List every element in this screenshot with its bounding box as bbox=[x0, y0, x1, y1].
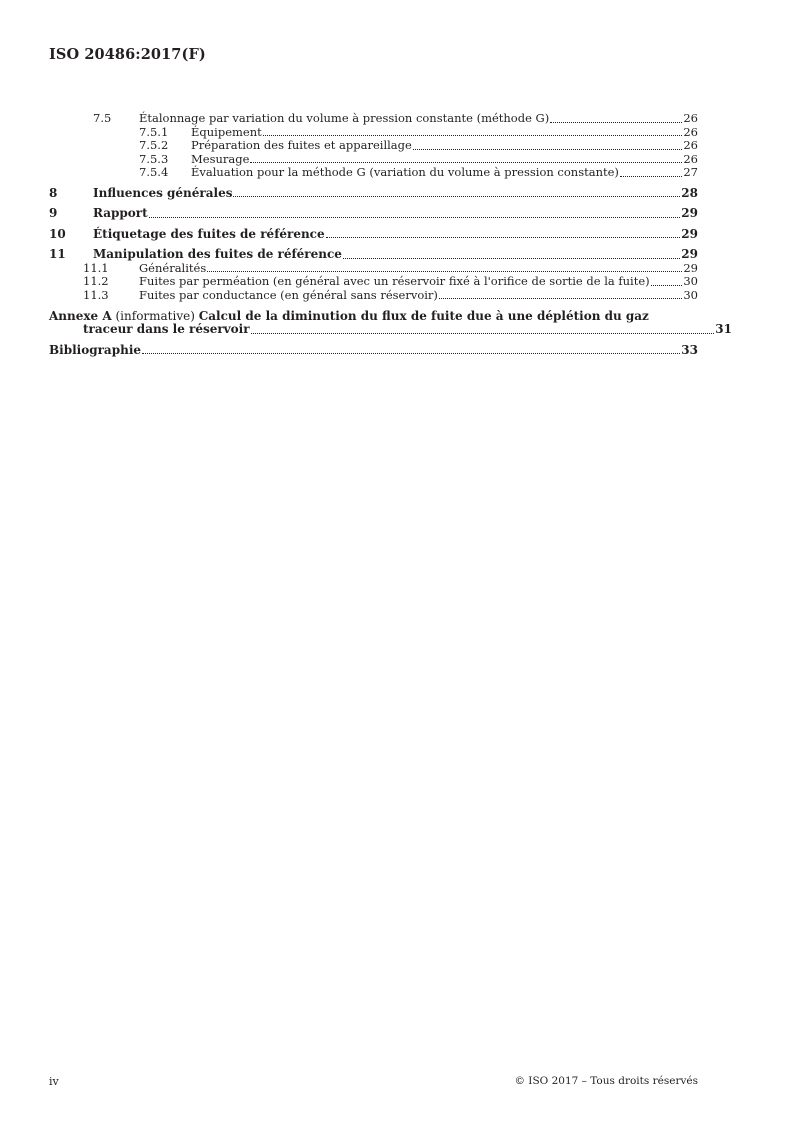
toc-leader bbox=[250, 162, 682, 163]
annex-qualifier: (informative) bbox=[115, 309, 195, 323]
toc-leader bbox=[413, 149, 683, 150]
toc-entry-8[interactable] bbox=[49, 187, 698, 201]
toc-number: 7.5.3 bbox=[139, 151, 169, 166]
toc-number: 11.3 bbox=[83, 287, 109, 302]
toc-leader bbox=[550, 122, 682, 123]
toc-title: Fuites par perméation (en général avec un réservoir fixé à l'orifice de sortie de la fuite) bbox=[139, 274, 650, 288]
toc-number: 11 bbox=[49, 247, 66, 261]
toc-page: 28 bbox=[681, 185, 698, 200]
toc-leader bbox=[263, 135, 683, 136]
toc-leader bbox=[326, 237, 681, 238]
toc-leader bbox=[142, 353, 680, 354]
toc-number: 10 bbox=[49, 226, 66, 241]
annex-first-line bbox=[49, 309, 698, 323]
toc-page: 26 bbox=[683, 151, 698, 166]
toc-page: 30 bbox=[683, 287, 698, 302]
toc-entry-11-3[interactable] bbox=[49, 289, 698, 303]
toc-number: 11.1 bbox=[83, 260, 109, 275]
toc-leader bbox=[439, 298, 682, 299]
toc-number: 8 bbox=[49, 185, 58, 200]
toc-page: 29 bbox=[681, 206, 698, 220]
toc-entry-11-2[interactable] bbox=[49, 275, 698, 289]
toc-page: 33 bbox=[681, 342, 698, 357]
toc-title: Généralités bbox=[139, 260, 207, 275]
annex-label: Annexe A bbox=[49, 309, 112, 323]
toc-leader bbox=[149, 217, 681, 218]
toc-entry-10[interactable] bbox=[49, 228, 698, 242]
toc-title: Équipement bbox=[191, 124, 262, 139]
toc-leader bbox=[207, 271, 682, 272]
document-title: ISO 20486:2017(F) bbox=[49, 46, 206, 63]
toc-entry-7-5-4[interactable] bbox=[49, 166, 698, 180]
toc-title: Influences générales bbox=[93, 185, 233, 200]
toc-page: 27 bbox=[683, 165, 698, 179]
toc-entry-annex-a[interactable] bbox=[49, 309, 732, 337]
toc-leader bbox=[343, 258, 680, 259]
toc-entry-11-1[interactable] bbox=[49, 262, 698, 276]
toc-page: 29 bbox=[683, 260, 698, 275]
annex-title-line2: traceur dans le réservoir bbox=[83, 322, 250, 336]
toc-leader bbox=[233, 196, 680, 197]
toc-page: 31 bbox=[715, 322, 732, 336]
annex-second-line bbox=[49, 323, 732, 337]
toc-leader bbox=[251, 333, 715, 334]
toc-number: 7.5.2 bbox=[139, 138, 169, 152]
toc-page: 29 bbox=[681, 226, 698, 241]
toc-page: 30 bbox=[683, 274, 698, 288]
toc-page: 26 bbox=[683, 111, 698, 125]
annex-title-line1: Calcul de la diminution du flux de fuite due à une déplétion du gaz bbox=[198, 309, 649, 323]
toc-entry-7-5-3[interactable] bbox=[49, 153, 698, 167]
toc-number: 7.5 bbox=[93, 111, 112, 125]
toc-page: 26 bbox=[683, 124, 698, 139]
toc-entry-7-5-1[interactable] bbox=[49, 126, 698, 140]
toc-title: Fuites par conductance (en général sans réservoir) bbox=[139, 287, 438, 302]
table-of-contents bbox=[49, 111, 732, 357]
toc-title: Évaluation pour la méthode G (variation du volume à pression constante) bbox=[191, 165, 619, 179]
toc-title: Manipulation des fuites de référence bbox=[93, 247, 342, 261]
toc-leader bbox=[620, 176, 682, 177]
toc-entry-7-5-2[interactable] bbox=[49, 139, 698, 153]
toc-number: 7.5.1 bbox=[139, 124, 169, 139]
toc-title: Étalonnage par variation du volume à pression constante (méthode G) bbox=[139, 111, 550, 125]
toc-number: 7.5.4 bbox=[139, 165, 169, 179]
toc-entry-7-5[interactable] bbox=[49, 112, 698, 126]
toc-entry-bibliographie[interactable] bbox=[49, 344, 698, 358]
toc-entry-9[interactable] bbox=[49, 207, 698, 221]
toc-title: Bibliographie bbox=[49, 342, 142, 357]
toc-number: 11.2 bbox=[83, 274, 109, 288]
toc-page: 26 bbox=[683, 138, 698, 152]
toc-title: Rapport bbox=[93, 206, 148, 220]
toc-title: Préparation des fuites et appareillage bbox=[191, 138, 412, 152]
toc-leader bbox=[651, 285, 683, 286]
page-number: iv bbox=[49, 1075, 59, 1088]
toc-page: 29 bbox=[681, 247, 698, 261]
copyright-notice: © ISO 2017 – Tous droits réservés bbox=[514, 1075, 698, 1087]
toc-title: Étiquetage des fuites de référence bbox=[93, 226, 325, 241]
toc-entry-11[interactable] bbox=[49, 248, 698, 262]
toc-title: Mesurage bbox=[191, 151, 250, 166]
toc-number: 9 bbox=[49, 206, 58, 220]
